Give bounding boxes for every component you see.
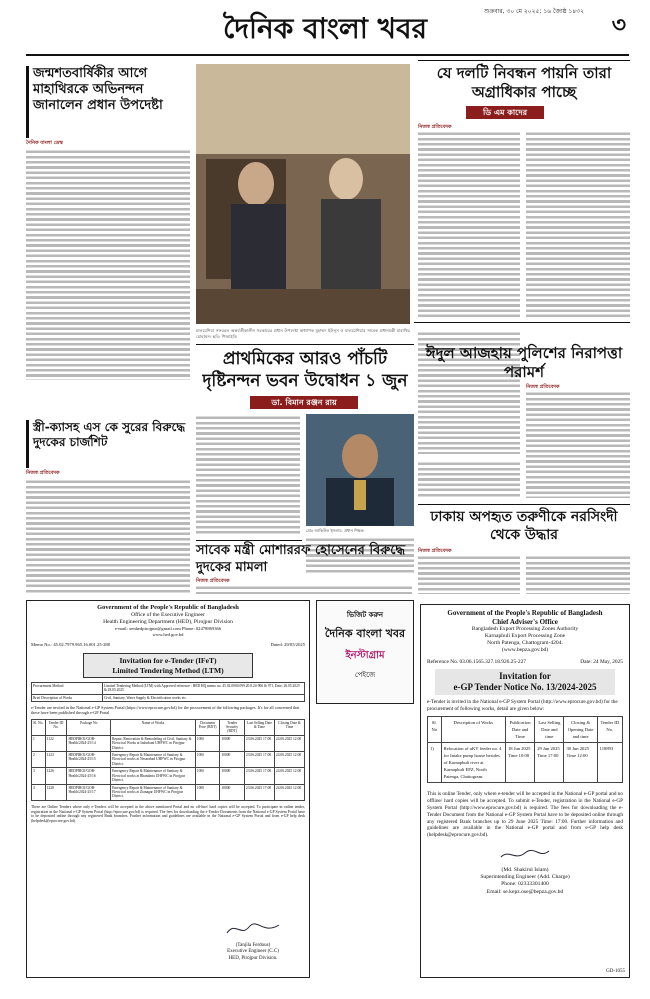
signature-icon [223,919,283,939]
bepza-intro: e-Tender is invited in the National e-GP System Portal (http://www.eprocure.gov.bd) for the procurement of following works, detail are given below: [427,699,618,712]
right-story-headline: যে দলটি নিবন্ধন পায়নি তারা অগ্রাধিকার পাচ্ছে [436,64,612,101]
left-story2-headline: স্ত্রী-ক্যাসহ এস কে সুরের বিরুদ্ধে দুদকের চার্জশিট [33,420,186,449]
eid-story-headline: ঈদুল আজহায় পুলিশের নিরাপত্তা পরামর্শ [425,344,623,381]
hed-email: e-mail: xenhedpirojpur@gmail.com Phone: 02478869366 [114,626,222,631]
table-row: Brief Description of Works Civil, Sanitary, Water Supply & Electrification works etc. [32,694,305,701]
hed-sign-office: HED, Pirojpur Division. [228,955,278,961]
bepza-title1: Invitation for [499,671,551,682]
newspaper-logo: দৈনিক বাংলা খবর [223,12,427,45]
promo-line2: দৈনিক বাংলা খবর [324,627,406,640]
hed-web: www.hed.gov.bd [152,632,184,637]
eid-story-body [526,390,630,498]
center-story-headline: প্রাথমিকের আরও পাঁচটি দৃষ্টিনন্দন ভবন উদ্বোধন ১ জুন [202,349,408,391]
center-story-byline: ডা. বিমান রঞ্জন রায় [250,396,358,409]
hed-info-table [31,682,305,702]
footer-code: GD-1055 [606,969,625,974]
lead-photo [196,64,410,324]
date-line: শুক্রবার, ৩০ মে ২০২৫; ১৬ জ্যৈষ্ঠ ১৪৩২ [484,8,584,15]
right-story-byline: ডি এম কাদের [466,106,544,119]
lead-headline-box [26,66,190,138]
table-row: Procurement Method Limited Tendering Method (LTM) with Approved reference : HED HQ memo no. 45.02.0000.099.20.8.24-906 & 971, Date: 26.05.2025 & 28.05.2025 [32,683,305,695]
promo-line3: ইনস্টাগ্রাম [345,650,385,661]
bepza-web: (www.bepza.gov.bd) [501,647,549,654]
page-number: ৩ [611,13,626,38]
left-story2-tag: নিজস্ব প্রতিবেদক [26,470,60,476]
hed-memo: Memo No.: 45.02.7979.965.16.001.25-288 [31,642,110,647]
hed-notice: e-Tender are invited in the National e-GP System Portal (https://www.eprocure.gov.bd) for the procurement of the following packages. It's for all concerned that these have been published through e-GP Portal [31,705,300,716]
eid-story-tag: নিজস্ব প্রতিবেদক [526,384,560,390]
bepza-gov: Government of the People's Republic of Bangladesh [447,609,603,617]
promo-line1: ভিজিট করুন [346,611,384,619]
hed-sign-name: (Tanjila Ferdous) [235,943,271,948]
center-story-photo [306,414,414,526]
center-story-col1 [196,414,300,534]
instagram-promo [316,600,414,704]
right-story-tag: নিজস্ব প্রতিবেদক [418,124,452,130]
hed-title-box [83,653,253,678]
bepza-email: Email: se.kepz.ose@bepza.gov.bd [486,888,564,895]
table-row: 4 1228 HEDPIROJ/GOB-Health/2024-25/17 Emergency Repair & Maintenance of Sanitary & Electrical works at Zianagar UHFWC in Pirojpur District. 1000 10000 23.06.2025 17:00 24.06.2025 12:00 [32,784,305,800]
bepza-office: Chief Adviser's Office [492,617,558,626]
hed-title1: Invitation for e-Tender (IFeT) [119,656,217,665]
table-row: 3 1226 HEDPIROJ/GOB-Health/2024-25/16 Emergency Repair & Maintenance of Sanitary & Electrical works at Bhandaria UHFWC in Pirojpur District. 1000 10000 23.06.2025 17:00 24.06.2025 12:00 [32,768,305,784]
tender-notice-hed [26,600,310,978]
signature-icon [495,847,555,863]
bepza-date: Date: 24 May, 2025 [580,659,623,666]
hed-sign-title: Executive Engineer (C.C) [227,949,279,955]
mosharraf-tag: নিজস্ব প্রতিবেদক [196,578,230,584]
hed-footnote: These are Online Tenders where only e-Tenders will be accepted in the above mentioned Portal and no off-line/ hard copies will be accepted. To participate in online tender, registration in the National e-GP System Portal (http://eprocure.gov.bd) is required. The fees for downloading the e-Tender Documents from the National e-GP System Portal have to be deposited online through any registered Bank branches. Further information and guidelines are available in the National e-GP System Portal and from e-GP help desk (helpdesk@eprocure.gov.bd). [31,804,305,824]
bepza-reference: Reference No. 03.06.1565.327.18.926.25-227 [427,659,526,666]
right-story-col1 [418,130,520,320]
hed-dated: Dated: 29/05/2025 [270,642,305,647]
dhaka-story-tag: নিজস্ব প্রতিবেদক [418,548,452,554]
bepza-sign-title: Superintending Engineer (Add. Charge) [480,874,570,881]
hed-works-table [31,719,305,801]
hed-signature-block [203,919,303,962]
table-row: 2 1223 HEDPIROJ/GOB-Health/2024-25/15 Emergency Repair & Maintenance of Sanitary & Electrical works at Nesarabad UHFWC in Pirojpur District. 1000 10000 23.06.2025 17:00 24.06.2025 12:00 [32,752,305,768]
bepza-works-table [427,716,623,783]
promo-line4: পেইজে [354,671,376,679]
bepza-body: This is online Tender, only where e-tender will be accepted in the National e-GP portal and no offline/ hard copies will be accepted. To submit e-Tender, registration in the National e-GP System Portal (http://www.eprocure.gov.bd) is required. The fees for downloading the e-Tender Document from the National e-GP System Portal have to be deposited online through any registered Bank branches up to 29 June 2025 Time: 17:00. Further information and guidelines are available in the National e-GP portal and from e-GP help desk (helpdesk@eprocure.gov.bd). [427,791,623,839]
table-header-row: Sl. No. Tender ID No. Package No Name of Works Document Price (BDT) Tender Security (BDT) Last Selling Date & Time Closing Date & Time [32,719,305,735]
bepza-authority: Bangladesh Export Processing Zones Authority [471,626,579,633]
lead-photo-caption: মালয়েশিয়া সফররত অন্তর্বর্তীকালীন সরকারের প্রধান উপদেষ্টা অধ্যাপক মুহাম্মদ ইউনূস ও মালয়েশিয়ার সাবেক প্রধানমন্ত্রী মাহাথির মোহাম্মদ। ছবি: পিআইডি [196,328,410,339]
lead-body-text [26,148,190,380]
right-story-col2 [526,130,630,320]
bepza-sign-name: (Md. Shakirul Islam) [501,866,549,873]
hed-office: Office of the Executive Engineer [131,612,205,618]
table-row: 1 1122 HEDPIROJ/GOB-Health/2024-25/14 Repair, Renovation & Remodeling of Civil, Sanitary & Electrical Works at Indurkani UHFWC in Pirojpur District. 1000 10000 23.06.2025 17:00 24.06.2025 12:00 [32,735,305,751]
left-story2-box [26,420,190,468]
table-row: 1) Relocation of uKV feeder no. 4 for Intake pump house besides of Karnaphuli river at Karnaphuli EPZ, North Patenga, Chattogram. 18 Jun 2025 Time 10:00 29 Jun 2025 Time 17:00 30 Jun 2025 Time 12:00 118893 [428,743,623,783]
center-photo-caption: মোঃ জাকিউল ইসলাম, প্রধান শিক্ষক [306,528,364,533]
bepza-phone: Phone: 02333301400 [501,881,549,888]
lead-tag: দৈনিক বাংলা ডেস্ক [26,140,63,146]
dhaka-story-headline: ঢাকায় অপহৃত তরুণীকে নরসিংদী থেকে উদ্ধার [430,509,618,543]
table-header-row: Sl. No Description of Works Publication Date and Time Last Selling Date and time Closing & Opening Date and time Tender ID No. [428,717,623,743]
mosharraf-headline: সাবেক মন্ত্রী মোশাররফ হোসেনের বিরুদ্ধে দুদকের মামলা [196,543,406,575]
masthead [0,0,650,58]
header-rule [26,54,629,56]
left-story2-body [26,478,190,594]
bepza-title2: e-GP Tender Notice No. 13/2024-2025 [453,682,597,693]
bepza-title-box [435,669,615,695]
dhaka-story-col2 [526,554,630,594]
lead-headline: জন্মশতবার্ষিকীর আগে মাহাথিরকে অভিনন্দন জানালেন প্রধান উপদেষ্টা [33,66,163,113]
tender-notice-bepza [420,604,630,978]
bepza-signature-block [427,847,623,896]
dhaka-story-col1 [418,554,520,594]
hed-title2: Limited Tendering Method (LTM) [112,665,224,675]
bepza-address: North Patenga, Chattogram-4204. [487,640,563,647]
hed-gov: Government of the People's Republic of Bangladesh [97,604,239,611]
bepza-zone: Karnaphuli Export Processing Zone [484,633,566,640]
hed-dept: Health Engineering Department (HED), Pirojpur Division [103,619,233,625]
